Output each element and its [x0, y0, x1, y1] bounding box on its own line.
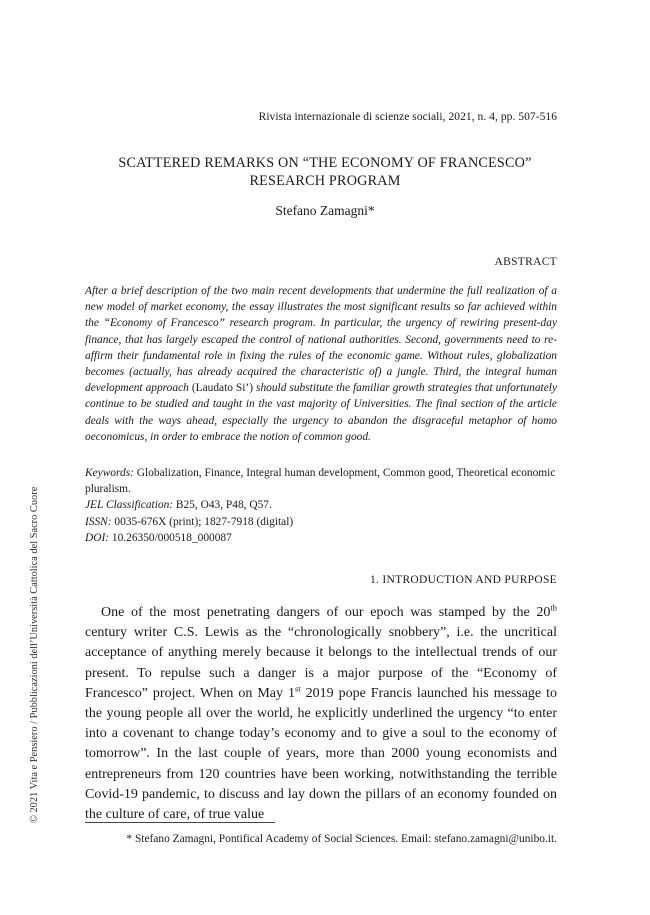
issn-label: ISSN:: [85, 515, 112, 528]
journal-reference: Rivista internazionale di scienze sociali, 2021, n. 4, pp. 507-516: [258, 111, 557, 123]
jel-label: JEL Classification:: [85, 499, 174, 512]
body-paragraph: [85, 603, 557, 825]
author-name: Stefano Zamagni*: [275, 203, 375, 218]
article-title: [80, 155, 570, 190]
abstract-text: [85, 283, 557, 445]
footnote-divider: [85, 822, 275, 823]
superscript-st: st: [294, 683, 301, 694]
body-part-a: One of the most penetrating dangers of our epoch was stamped by the 20: [101, 605, 551, 620]
doi-value: 10.26350/000518_000087: [109, 531, 232, 544]
jel-value: B25, O43, P48, Q57.: [173, 499, 272, 512]
issn-value: 0035-676X (print); 1827-7918 (digital): [111, 515, 294, 528]
author-footnote: * Stefano Zamagni, Pontifical Academy of Social Sciences. Email: stefano.zamagni@unibo.it.: [126, 833, 557, 845]
section-heading: 1. INTRODUCTION AND PURPOSE: [369, 574, 557, 586]
abstract-part-1: After a brief description of the two main recent developments that undermine the full realization of a new model of market economy, the essay illustrates the most significant results so far achieved within the “Economy of Francesco” research program. In particular, the urgency of rewiring present-day finance, that has largely escaped the control of national authorities. Second, governments need to re-affirm their fundamental role in fixing the rules of the economic game. Without rules, globalization becomes (actually, has already acquired the characteristic of) a jungle. Third, the integral human development approach: [85, 285, 557, 395]
side-copyright-notice: © 2021 Vita e Pensiero / Pubblicazioni dell’Università Cattolica del Sacro Cuore: [29, 486, 40, 823]
doi-label: DOI:: [85, 531, 110, 544]
keywords-label: Keywords:: [85, 467, 134, 479]
title-line-1: SCATTERED REMARKS ON “THE ECONOMY OF FRANCESCO”: [118, 155, 532, 171]
abstract-part-2: should substitute the familiar growth strategies that unfortunately continue to be studied and taught in the vast majority of Universities. The final section of the article deals with the ways ahead, especially the urgency to abandon the disgraceful metaphor of homo oeconomicus, in order to embrace the notion of common good.: [85, 382, 558, 443]
body-part-c: 2019 pope Francis launched his message to the young people all over the world, he explicitly underlined the urgency “to enter into a covenant to change today’s economy and to give a soul to the economy of tomorrow”. In the last couple of years, more than 2000 young economists and entrepreneurs from 120 countries have been working, notwithstanding the terrible Covid-19 pandemic, to discuss and lay down the pillars of an economy founded on the culture of care, of true value: [85, 685, 557, 823]
body-part-b: century writer C.S. Lewis as the “chronologically snobbery”, i.e. the uncritical acceptance of anything merely because it belongs to the intellectual trends of our present. To repulse such a danger is a major purpose of the “Economy of Francesco” project. When on May 1: [85, 625, 557, 701]
keywords-value: Globalization, Finance, Integral human development, Common good, Theoretical economic pluralism.: [85, 467, 556, 496]
article-metadata: [85, 465, 557, 546]
issn-line: [85, 514, 557, 530]
doi-line: [85, 530, 557, 546]
abstract-citation: (Laudato Si’): [191, 382, 254, 395]
keywords-line: [85, 465, 557, 497]
title-line-2: RESEARCH PROGRAM: [249, 172, 401, 189]
abstract-heading: ABSTRACT: [494, 256, 557, 268]
jel-line: [85, 497, 557, 513]
superscript-th: th: [550, 602, 557, 613]
